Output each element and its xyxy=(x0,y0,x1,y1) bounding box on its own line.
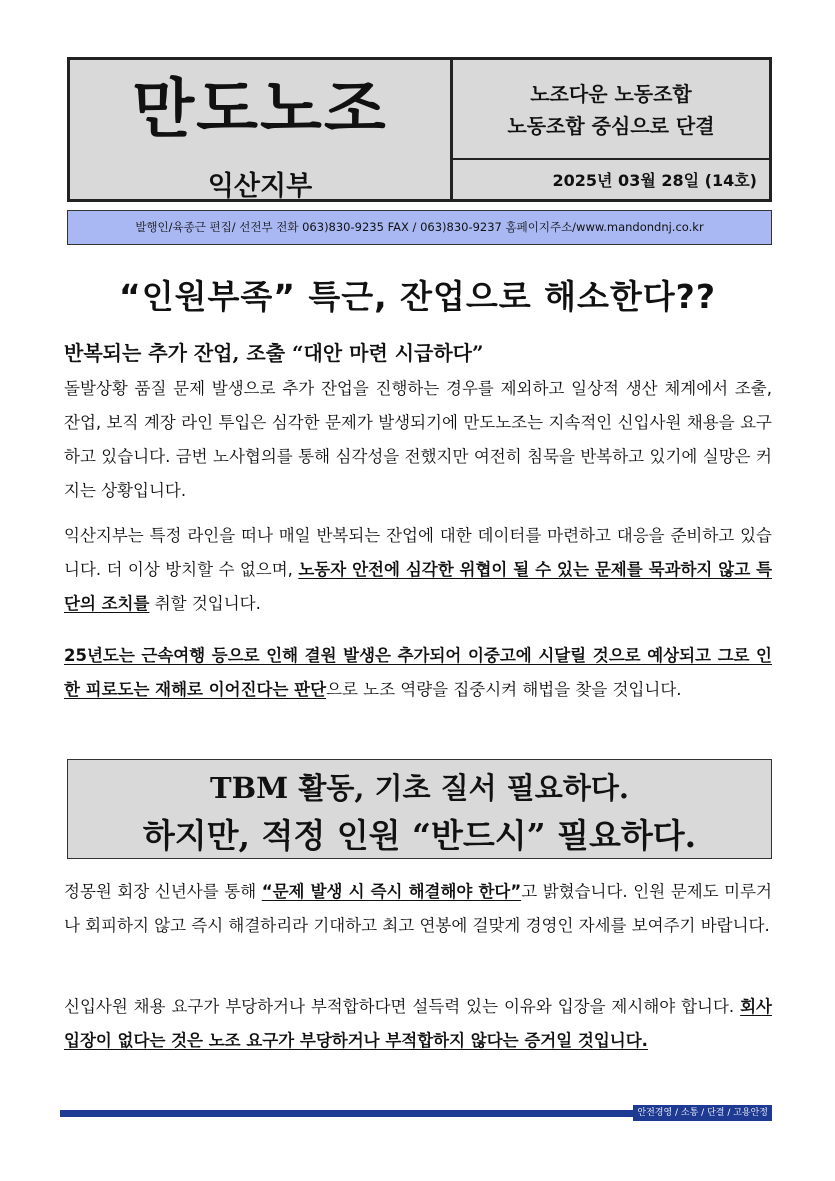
union-name-title: 만도노조 xyxy=(132,73,388,147)
paragraph-5-lead: 신입사원 채용 요구가 부당하거나 부적합하다면 설득력 있는 이유와 입장을 제시해야 합니다. xyxy=(64,997,741,1016)
paragraph-3-tail: 으로 노조 역량을 집중시켜 해법을 찾을 것입니다. xyxy=(326,680,682,699)
paragraph-4-lead: 정몽원 회장 신년사를 통해 xyxy=(64,882,262,901)
slogan-line-1: 노조다운 노동조합 xyxy=(530,82,692,106)
masthead-divider xyxy=(453,158,769,160)
paragraph-2-emphasis: 노동자 안전에 심각한 위협이 될 수 있는 문제를 묵과하지 않고 특단의 조치를 xyxy=(64,560,773,613)
slogan-line-2: 노동조합 중심으로 단결 xyxy=(507,114,715,138)
paragraph-3-emphasis: 25년도는 근속여행 등으로 인해 결원 발생은 추가되어 이중고에 시달릴 것으로 예상되고 그로 인한 피로도는 재해로 이어진다는 판단 xyxy=(64,646,772,699)
paragraph-1: 돌발상황 품질 문제 발생으로 추가 잔업을 진행하는 경우를 제외하고 일상적 생산 체계에서 조출, 잔업, 보직 계장 라인 투입은 심각한 문제가 발생되기에 만도노조는 지속적인 신입사원 채용을 요구하고 있습니다. 금번 노사협의를 통해 심각성을 전했지만 여전히 침묵을 반복하고 있기에 실망은 커지는 상황입니다. xyxy=(64,379,772,500)
paragraph-2 xyxy=(64,519,772,621)
paragraph-4-emphasis: “문제 발생 시 즉시 해결해야 한다” xyxy=(261,882,522,901)
slogan xyxy=(453,78,769,142)
section-banner xyxy=(67,759,772,859)
headline: “인원부족” 특근, 잔업으로 해소한다?? xyxy=(119,277,716,316)
masthead-info-panel xyxy=(453,60,769,199)
masthead-title-panel xyxy=(70,60,453,202)
subheading: 반복되는 추가 잔업, 조출 “대안 마련 시급하다” xyxy=(64,341,484,365)
footer-motto: 안전경영 / 소통 / 단결 / 고용안정 xyxy=(633,1105,772,1121)
banner-line-1: TBM 활동, 기초 질서 필요하다. xyxy=(210,771,629,805)
publisher-info-bar: 발행인/육종근 편집/ 선전부 전화 063)830-9235 FAX / 063)830-9237 홈페이지주소/www.mandondnj.co.kr xyxy=(67,210,772,245)
issue-date: 2025년 03월 28일 (14호) xyxy=(552,171,757,190)
branch-name: 익산지부 xyxy=(207,171,313,202)
paragraph-5-emphasis: 회사 입장이 없다는 것은 노조 요구가 부당하거나 부적합하지 않다는 증거일 것입니다. xyxy=(64,997,772,1050)
paragraph-3 xyxy=(64,639,772,707)
banner-line-2: 하지만, 적정 인원 “반드시” 필요하다. xyxy=(142,816,697,855)
paragraph-2-lead: 익산지부는 특정 라인을 떠나 매일 반복되는 잔업에 대한 데이터를 마련하고 대응을 준비하고 있습니다. 더 이상 방치할 수 없으며, xyxy=(64,526,772,579)
paragraph-4-tail: 고 밝혔습니다. 인원 문제도 미루거나 회피하지 않고 즉시 해결하리라 기대하고 최고 연봉에 걸맞게 경영인 자세를 보여주기 바랍니다. xyxy=(64,882,773,935)
paragraph-4 xyxy=(64,875,772,943)
paragraph-2-tail: 취할 것입니다. xyxy=(149,594,261,613)
paragraph-5 xyxy=(64,990,772,1058)
masthead xyxy=(67,57,772,202)
